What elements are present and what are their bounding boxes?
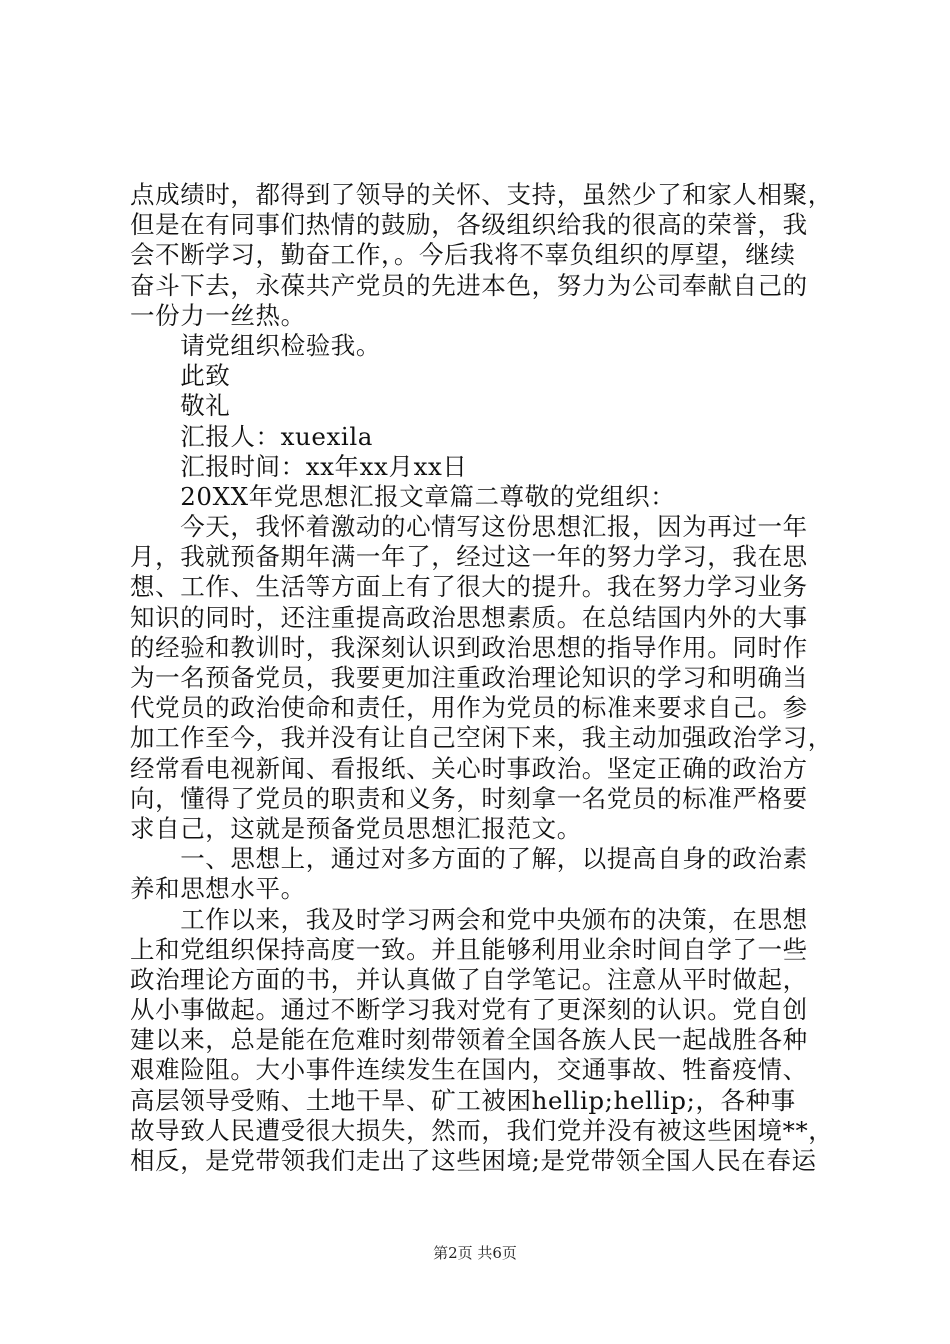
text-line: 今天，我怀着激动的心情写这份思想汇报，因为再过一年 — [130, 512, 808, 542]
text-line: 月，我就预备期年满一年了，经过这一年的努力学习，我在思 — [130, 542, 808, 572]
text-line: 高层领导受贿、土地干旱、矿工被困hellip;hellip;，各种事 — [130, 1085, 796, 1115]
text-line: 建以来，总是能在危难时刻带领着全国各族人民一起战胜各种 — [130, 1025, 808, 1055]
text-line: 为一名预备党员，我要更加注重政治理论知识的学习和明确当 — [130, 663, 808, 692]
text-line: 一、思想上，通过对多方面的了解，以提高自身的政治素 — [130, 844, 808, 874]
text-line: 汇报人：xuexila — [130, 421, 373, 451]
text-line: 一份力一丝热。 — [130, 300, 306, 330]
text-line: 奋斗下去，永葆共产党员的先进本色，努力为公司奉献自己的 — [130, 270, 808, 300]
text-line: 点成绩时，都得到了领导的关怀、支持，虽然少了和家人相聚， — [130, 180, 833, 209]
text-line: 此致 — [130, 361, 231, 391]
text-line: 代党员的政治使命和责任，用作为党员的标准来要求自己。参 — [130, 693, 808, 723]
text-line: 政治理论方面的书，并认真做了自学笔记。注意从平时做起， — [130, 964, 808, 994]
text-line: 会不断学习，勤奋工作，。今后我将不辜负组织的厚望，继续 — [130, 240, 796, 270]
text-line: 经常看电视新闻、看报纸、关心时事政治。坚定正确的政治方 — [130, 753, 808, 783]
text-line: 敬礼 — [130, 391, 231, 421]
page-number-footer: 第2页 共6页 — [433, 1244, 517, 1262]
text-line: 向，懂得了党员的职责和义务，时刻拿一名党员的标准严格要 — [130, 783, 808, 813]
text-line: 20XX年党思想汇报文章篇二尊敬的党组织： — [130, 481, 676, 511]
text-line: 但是在有同事们热情的鼓励，各级组织给我的很高的荣誉，我 — [130, 210, 808, 240]
text-line: 上和党组织保持高度一致。并且能够利用业余时间自学了一些 — [130, 934, 808, 964]
text-line: 知识的同时，还注重提高政治思想素质。在总结国内外的大事 — [130, 602, 808, 632]
text-line: 请党组织检验我。 — [130, 330, 381, 360]
text-line: 从小事做起。通过不断学习我对党有了更深刻的认识。党自创 — [130, 995, 808, 1025]
text-line: 加工作至今，我并没有让自己空闲下来，我主动加强政治学习， — [130, 723, 833, 753]
text-line: 汇报时间：xx年xx月xx日 — [130, 451, 468, 481]
text-line: 养和思想水平。 — [130, 874, 306, 904]
text-line: 工作以来，我及时学习两会和党中央颁布的决策，在思想 — [130, 904, 808, 934]
text-line: 想、工作、生活等方面上有了很大的提升。我在努力学习业务 — [130, 572, 808, 602]
text-line: 相反，是党带领我们走出了这些困境;是党带领全国人民在春运 — [130, 1146, 817, 1175]
text-line: 的经验和教训时，我深刻认识到政治思想的指导作用。同时作 — [130, 632, 808, 662]
document-body — [130, 180, 834, 1176]
text-line: 艰难险阻。大小事件连续发生在国内，交通事故、牲畜疫情、 — [130, 1055, 808, 1085]
text-line: 故导致人民遭受很大损失，然而，我们党并没有被这些困境**， — [130, 1115, 834, 1145]
text-line: 求自己，这就是预备党员思想汇报范文。 — [130, 813, 582, 843]
